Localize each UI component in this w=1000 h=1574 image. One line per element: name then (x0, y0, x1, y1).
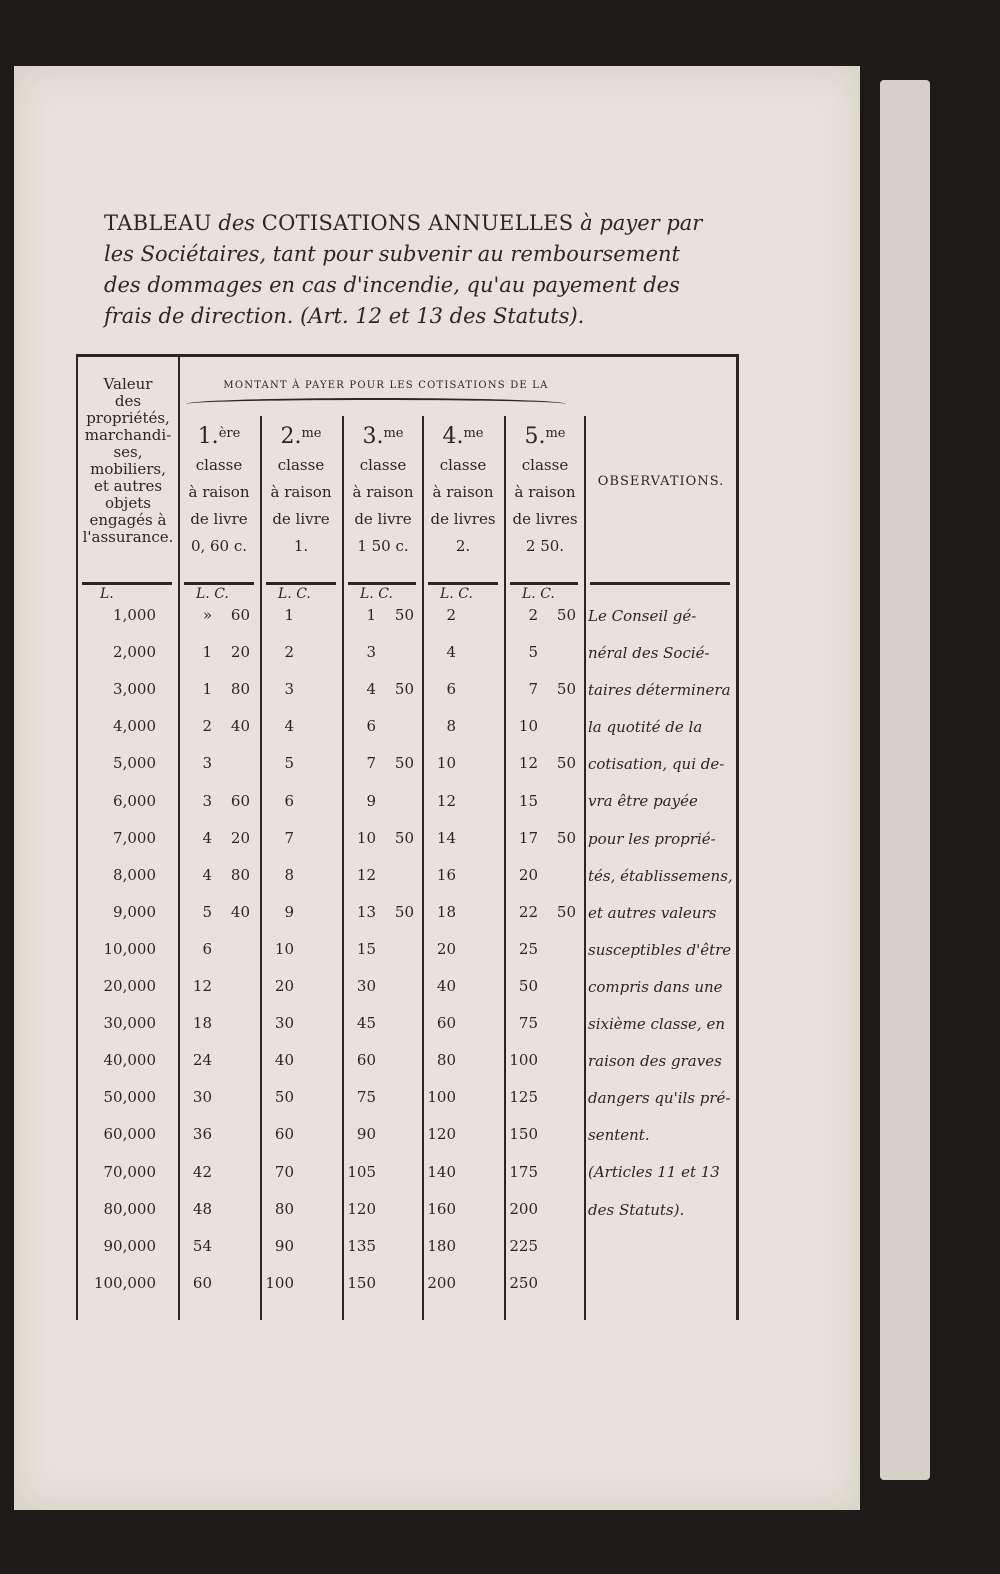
livres-cell: 60 (192, 1273, 212, 1292)
livres-cell: 16 (436, 865, 456, 884)
centimes-cell: 60 (230, 791, 250, 810)
livres-cell: 12 (436, 791, 456, 810)
column-rule-2 (260, 416, 262, 1320)
observation-line: susceptibles d'être (588, 940, 732, 959)
class-header-2 (261, 420, 341, 560)
livres-cell: 12 (518, 754, 538, 773)
livres-cell: 6 (284, 791, 294, 810)
livres-cell: 18 (192, 1014, 212, 1033)
livres-cell: 8 (284, 865, 294, 884)
centimes-cell: 60 (230, 606, 250, 624)
class-header-line: à raison (270, 483, 332, 501)
livres-cell: 12 (356, 865, 376, 884)
value-header-line: objets (105, 494, 151, 512)
class-header-line: classe (521, 456, 569, 474)
livres-cell: 48 (192, 1199, 212, 1218)
class-header-line: 2 50. (525, 537, 565, 555)
class-header-line: de livre (190, 510, 248, 528)
class-header-1 (179, 420, 259, 560)
observation-line: sixième classe, en (588, 1015, 725, 1034)
column-rule-1 (178, 354, 180, 1320)
montant-brace (186, 398, 566, 410)
livres-cell: 160 (427, 1199, 456, 1218)
livres-cell: 5 (284, 754, 294, 773)
livres-cell: 1 (284, 606, 294, 624)
class-header-line: classe (359, 456, 407, 474)
observation-line: néral des Socié- (588, 644, 710, 663)
observation-line: cotisation, qui de- (588, 755, 725, 774)
class-ordinal: 1. (197, 424, 219, 449)
class-ordinal: 2. (280, 424, 302, 449)
livres-cell: 7 (528, 680, 538, 699)
centimes-cell: 40 (230, 717, 250, 736)
livres-cell: 1 (366, 606, 376, 624)
column-rule-5 (504, 416, 506, 1320)
livres-cell: 17 (518, 828, 538, 847)
observation-line: Le Conseil gé- (588, 607, 697, 625)
class-header-line: de livres (512, 510, 578, 528)
livres-cell: 15 (518, 791, 538, 810)
class-header-line: 1. (293, 537, 309, 555)
livres-cell: 7 (366, 754, 376, 773)
livres-cell: 105 (347, 1162, 376, 1181)
column-rule-0 (76, 354, 78, 1320)
class-header-5 (505, 420, 585, 560)
class-header-line: classe (277, 456, 325, 474)
value-header-line: l'assurance. (82, 528, 174, 546)
value-cell: 1,000 (113, 606, 156, 624)
class-ordinal-suffix: me (301, 426, 322, 441)
header-rule-3 (348, 582, 416, 585)
livres-cell: 10 (274, 939, 294, 958)
observation-line: des Statuts). (588, 1200, 685, 1219)
livres-cell: 100 (509, 1051, 538, 1070)
livres-cell: 175 (509, 1162, 538, 1181)
header-rule-0 (82, 582, 172, 585)
header-rule-1 (184, 582, 254, 585)
centimes-cell: 50 (556, 754, 576, 773)
header-rule-5 (510, 582, 578, 585)
livres-cell: 30 (192, 1088, 212, 1107)
header-rule-6 (590, 582, 730, 585)
livres-cell: 45 (356, 1014, 376, 1033)
livres-cell: 5 (202, 902, 212, 921)
livres-cell: 180 (427, 1236, 456, 1255)
livres-cell: 4 (366, 680, 376, 699)
livres-cell: 2 (202, 717, 212, 736)
livres-cell: 2 (528, 606, 538, 624)
unit-label: L. C. (196, 586, 229, 602)
livres-cell: 200 (509, 1199, 538, 1218)
value-header-line: propriétés, (86, 409, 170, 427)
livres-cell: 10 (518, 717, 538, 736)
class-header-line: classe (439, 456, 487, 474)
title-line-3: des dommages en cas d'incendie, qu'au payement des (104, 273, 680, 297)
column-rule-4 (422, 416, 424, 1320)
value-cell: 70,000 (103, 1162, 156, 1181)
title-line-2: les Sociétaires, tant pour subvenir au remboursement (104, 242, 680, 266)
livres-cell: 12 (192, 977, 212, 995)
livres-cell: 24 (192, 1051, 212, 1070)
montant-header: MONTANT À PAYER POUR LES COTISATIONS DE LA (223, 380, 549, 391)
unit-label: L. (100, 586, 114, 602)
class-header-line: de livres (430, 510, 496, 528)
centimes-cell: 50 (394, 828, 414, 847)
livres-cell: 15 (356, 939, 376, 958)
livres-cell: 75 (356, 1088, 376, 1107)
livres-cell: 200 (427, 1273, 456, 1292)
class-header-line: de livre (272, 510, 330, 528)
centimes-cell: 50 (394, 754, 414, 773)
livres-cell: 120 (427, 1125, 456, 1144)
centimes-cell: 20 (230, 643, 250, 662)
livres-cell: 4 (202, 865, 212, 884)
class-header-line: classe (195, 456, 243, 474)
class-ordinal: 5. (524, 424, 546, 449)
centimes-cell: 80 (230, 865, 250, 884)
class-ordinal: 4. (442, 424, 464, 449)
observation-line: la quotité de la (588, 718, 703, 737)
centimes-cell: 50 (394, 606, 414, 624)
column-rule-6 (584, 416, 586, 1320)
livres-cell: 10 (436, 754, 456, 773)
value-cell: 4,000 (113, 717, 156, 736)
value-cell: 50,000 (103, 1088, 156, 1107)
livres-cell: 6 (366, 717, 376, 736)
livres-cell: 42 (192, 1162, 212, 1181)
centimes-cell: 80 (230, 680, 250, 699)
class-header-line: à raison (514, 483, 576, 501)
livres-cell: 4 (446, 643, 456, 662)
class-header-line: 0, 60 c. (190, 537, 248, 555)
value-cell: 3,000 (113, 680, 156, 699)
livres-cell: 150 (509, 1125, 538, 1144)
value-cell: 7,000 (113, 828, 156, 847)
class-ordinal-suffix: me (383, 426, 404, 441)
title-line-4: frais de direction. (Art. 12 et 13 des Statuts). (104, 304, 585, 328)
value-cell: 20,000 (103, 977, 156, 995)
livres-cell: 60 (436, 1014, 456, 1033)
livres-cell: 7 (284, 828, 294, 847)
unit-label: L. C. (278, 586, 311, 602)
column-rule-7 (736, 354, 739, 1320)
livres-cell: 80 (274, 1199, 294, 1218)
livres-cell: 100 (265, 1273, 294, 1292)
livres-cell: 50 (518, 977, 538, 995)
value-header-line: mobiliers, (90, 460, 166, 478)
livres-cell: 60 (274, 1125, 294, 1144)
centimes-cell: 50 (556, 606, 576, 624)
observations-header: OBSERVATIONS. (597, 474, 725, 489)
value-header-line: des (114, 392, 142, 410)
class-header-line: à raison (188, 483, 250, 501)
livres-cell: 125 (509, 1088, 538, 1107)
header-rule-2 (266, 582, 336, 585)
livres-cell: 9 (284, 902, 294, 921)
livres-cell: 225 (509, 1236, 538, 1255)
centimes-cell: 50 (556, 828, 576, 847)
value-cell: 100,000 (93, 1273, 156, 1292)
livres-cell: 6 (202, 939, 212, 958)
unit-label: L. C. (440, 586, 473, 602)
livres-cell: 30 (356, 977, 376, 995)
class-header-line: à raison (352, 483, 414, 501)
livres-cell: 2 (284, 643, 294, 662)
value-cell: 60,000 (103, 1125, 156, 1144)
livres-cell: » (202, 606, 212, 624)
centimes-cell: 20 (230, 828, 250, 847)
document-title (104, 208, 714, 332)
value-header-line: ses, (113, 443, 143, 461)
livres-cell: 250 (509, 1273, 538, 1292)
centimes-cell: 50 (556, 902, 576, 921)
livres-cell: 70 (274, 1162, 294, 1181)
value-cell: 9,000 (113, 902, 156, 921)
livres-cell: 3 (202, 754, 212, 773)
livres-cell: 120 (347, 1199, 376, 1218)
class-header-3 (343, 420, 423, 560)
livres-cell: 40 (436, 977, 456, 995)
livres-cell: 9 (366, 791, 376, 810)
livres-cell: 13 (356, 902, 376, 921)
livres-cell: 1 (202, 680, 212, 699)
class-header-line: à raison (432, 483, 494, 501)
value-cell: 2,000 (113, 643, 156, 662)
value-cell: 90,000 (103, 1236, 156, 1255)
value-cell: 40,000 (103, 1051, 156, 1070)
observation-line: dangers qu'ils pré- (588, 1089, 731, 1108)
livres-cell: 100 (427, 1088, 456, 1107)
value-cell: 80,000 (103, 1199, 156, 1218)
header-rule-4 (428, 582, 498, 585)
livres-cell: 4 (202, 828, 212, 847)
livres-cell: 150 (347, 1273, 376, 1292)
centimes-cell: 50 (394, 902, 414, 921)
livres-cell: 25 (518, 939, 538, 958)
observation-line: (Articles 11 et 13 (588, 1163, 720, 1182)
livres-cell: 135 (347, 1236, 376, 1255)
value-cell: 8,000 (113, 865, 156, 884)
class-header-line: 2. (455, 537, 471, 555)
title-line-1: TABLEAU des COTISATIONS ANNUELLES à payer par (104, 211, 703, 235)
observation-line: pour les proprié- (588, 829, 716, 848)
livres-cell: 90 (274, 1236, 294, 1255)
livres-cell: 6 (446, 680, 456, 699)
value-cell: 10,000 (103, 939, 156, 958)
value-cell: 6,000 (113, 791, 156, 810)
livres-cell: 20 (274, 977, 294, 995)
unit-label: L. C. (360, 586, 393, 602)
livres-cell: 75 (518, 1014, 538, 1033)
observation-line: taires déterminera (588, 681, 731, 700)
cotisations-table (76, 354, 738, 1320)
centimes-cell: 50 (394, 680, 414, 699)
livres-cell: 36 (192, 1125, 212, 1144)
livres-cell: 8 (446, 717, 456, 736)
livres-cell: 3 (284, 680, 294, 699)
observations-text (588, 598, 738, 1229)
class-ordinal-suffix: me (463, 426, 484, 441)
class-ordinal-suffix: me (545, 426, 566, 441)
livres-cell: 140 (427, 1162, 456, 1181)
livres-cell: 60 (356, 1051, 376, 1070)
livres-cell: 1 (202, 643, 212, 662)
class-ordinal-suffix: ère (218, 426, 241, 441)
livres-cell: 5 (528, 643, 538, 662)
observation-line: sentent. (588, 1126, 650, 1145)
livres-cell: 14 (436, 828, 456, 847)
class-header-4 (423, 420, 503, 560)
observation-line: tés, établissemens, (588, 866, 733, 885)
livres-cell: 80 (436, 1051, 456, 1070)
value-header-line: et autres (93, 477, 163, 495)
livres-cell: 30 (274, 1014, 294, 1033)
value-header-line: engagés à (89, 511, 167, 529)
observation-line: vra être payée (588, 792, 698, 811)
livres-cell: 22 (518, 902, 538, 921)
observation-line: et autres valeurs (588, 903, 717, 922)
livres-cell: 3 (366, 643, 376, 662)
value-header-line: marchandi- (84, 426, 172, 444)
livres-cell: 54 (192, 1236, 212, 1255)
centimes-cell: 50 (556, 680, 576, 699)
table-top-rule (76, 354, 738, 357)
livres-cell: 40 (274, 1051, 294, 1070)
livres-cell: 20 (436, 939, 456, 958)
value-cell: 5,000 (113, 754, 156, 773)
livres-cell: 2 (446, 606, 456, 624)
livres-cell: 3 (202, 791, 212, 810)
class-header-line: 1 50 c. (357, 537, 409, 555)
value-cell: 30,000 (103, 1014, 156, 1033)
livres-cell: 20 (518, 865, 538, 884)
centimes-cell: 40 (230, 902, 250, 921)
value-column-header (80, 376, 176, 546)
observation-line: compris dans une (588, 977, 723, 996)
livres-cell: 90 (356, 1125, 376, 1144)
back-page-edge (880, 80, 930, 1480)
value-header-line: Valeur (103, 375, 153, 393)
livres-cell: 4 (284, 717, 294, 736)
class-ordinal: 3. (362, 424, 384, 449)
livres-cell: 50 (274, 1088, 294, 1107)
class-header-line: de livre (354, 510, 412, 528)
observation-line: raison des graves (588, 1052, 722, 1071)
livres-cell: 10 (356, 828, 376, 847)
livres-cell: 18 (436, 902, 456, 921)
column-rule-3 (342, 416, 344, 1320)
unit-label: L. C. (522, 586, 555, 602)
